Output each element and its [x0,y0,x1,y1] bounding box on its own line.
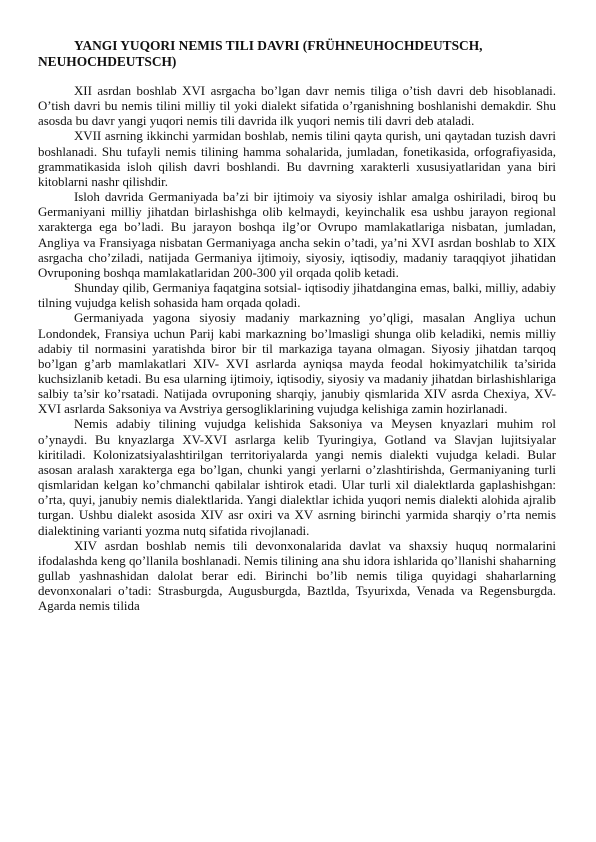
document-page [38,38,556,614]
paragraph: XII asrdan boshlab XVI asrgacha bo’lgan davr nemis tiliga o’tish davri deb hisoblanadi. O’tish davri bu nemis tilini milliy til yoki dialekt sifatida o’rganishning boshlanishi demakdir. Shu asosda bu davr yangi yuqori nemis tili davrida ilk yuqori nemis tili davri deb ataladi. [38,84,556,129]
paragraph: Germaniyada yagona siyosiy madaniy markazning yo’qligi, masalan Angliya uchun Londondek, Fransiya uchun Parij kabi markazning bo’lmasligi shunga olib keladiki, nemis milliy adabiy til normasini yaratishda biror bir til markaziga tayana olmagan. Siyosiy jihatdan tarqoq bo’lgan g’arb mamlakatlari XIV- XVI asrlarda ayniqsa mayda feodal hokimyatchilik ta’sirida kuchsizlanib ketadi. Bu esa ularning ijtimoiy, iqtisodiy, siyosiy va madaniy jihatdan birlashishlariga salbiy ta’sir ko’rsatadi. Natijada ovruponing sharqiy, janubiy qismlarida XIV asrda Chexiya, XV-XVI asrlarda Saksoniya va Avstriya gersogliklarining vujudga kelishiga zamin hozirlanadi. [38,311,556,417]
paragraph: XIV asrdan boshlab nemis tili devonxonalarida davlat va shaxsiy huquq normalarini ifodalashda keng qo’llanila boshlanadi. Nemis tilining ana shu idora ishlarida qo’llanishi shaharning gullab yashnashidan dalolat berar edi. Birinchi bo’lib nemis tiliga quyidagi shaharlarning devonxonalari o’tadi: Strasburgda, Augusburgda, Baztlda, Tsyurixda, Venada va Regensburgda. Agarda nemis tilida [38,538,556,614]
document-title: YANGI YUQORI NEMIS TILI DAVRI (FRÜHNEUHOCHDEUTSCH, NEUHOCHDEUTSCH) [38,38,483,69]
paragraph: Shunday qilib, Germaniya faqatgina sotsial- iqtisodiy jihatdangina emas, balki, milliy, adabiy tilning vujudga kelish sohasida ham orqada qoladi. [38,281,556,311]
paragraph: Nemis adabiy tilining vujudga kelishida Saksoniya va Meysen knyazlari muhim rol o’ynaydi. Bu knyazlarga XV-XVI asrlarga kelib Tyuringiya, Gotland va Slavjan lujitsiyalar kiritiladi. Kolonizatsiyalashtirilgan territoriyalarda yangi nemis dialekti vujudga keladi. Bular asosan aralash xarakterga ega bo’lgan, chunki yangi yerlarni o’zlashtirishda, Germaniyaning turli qismlaridan kelgan ko’chmanchi qabilalar ishtirok etadi. Ular turli xil dialektlarda gaplashishgan: o’rta, quyi, janubiy nemis dialektlarida. Yangi dialektlar ichida yuqori nemis dialekti alohida ajralib turgan. Ushbu dialekt asosida XIV asr oxiri va XV asrning birinchi yarmida sharqiy o’rta nemis dialektining varianti yozma nutq sifatida rivojlanadi. [38,417,556,538]
paragraph: XVII asrning ikkinchi yarmidan boshlab, nemis tilini qayta qurish, uni qaytadan tuzish davri boshlanadi. Shu tufayli nemis tilining hamma sohalarida, jumladan, fonetikasida, orfografiyasida, grammatikasida isloh qilish davri boshlandi. Bu davrning xarakterli xususiyatlaridan yana biri kitoblarni nashr qilishdir. [38,129,556,189]
paragraph: Isloh davrida Germaniyada ba’zi bir ijtimoiy va siyosiy ishlar amalga oshiriladi, biroq bu Germaniyani milliy jihatdan birlashishga olib kelmaydi, keyinchalik esa ushbu jarayon regional xarakterga ega bo’ladi. Bu jarayon boshqa ilg’or Ovrupo mamlakatlariga nisbatan, jumladan, Angliya va Fransiyaga nisbatan Germaniyaga ancha sekin o’tadi, ya’ni XVI asrdan boshlab to XIX asrgacha cho’ziladi, natijada Germaniya ijtimoiy, siyosiy, iqtisodiy, madaniy taraqqiyot jihatidan Ovruponing boshqa mamlakatlaridan 200-300 yil orqada qolib ketadi. [38,190,556,280]
